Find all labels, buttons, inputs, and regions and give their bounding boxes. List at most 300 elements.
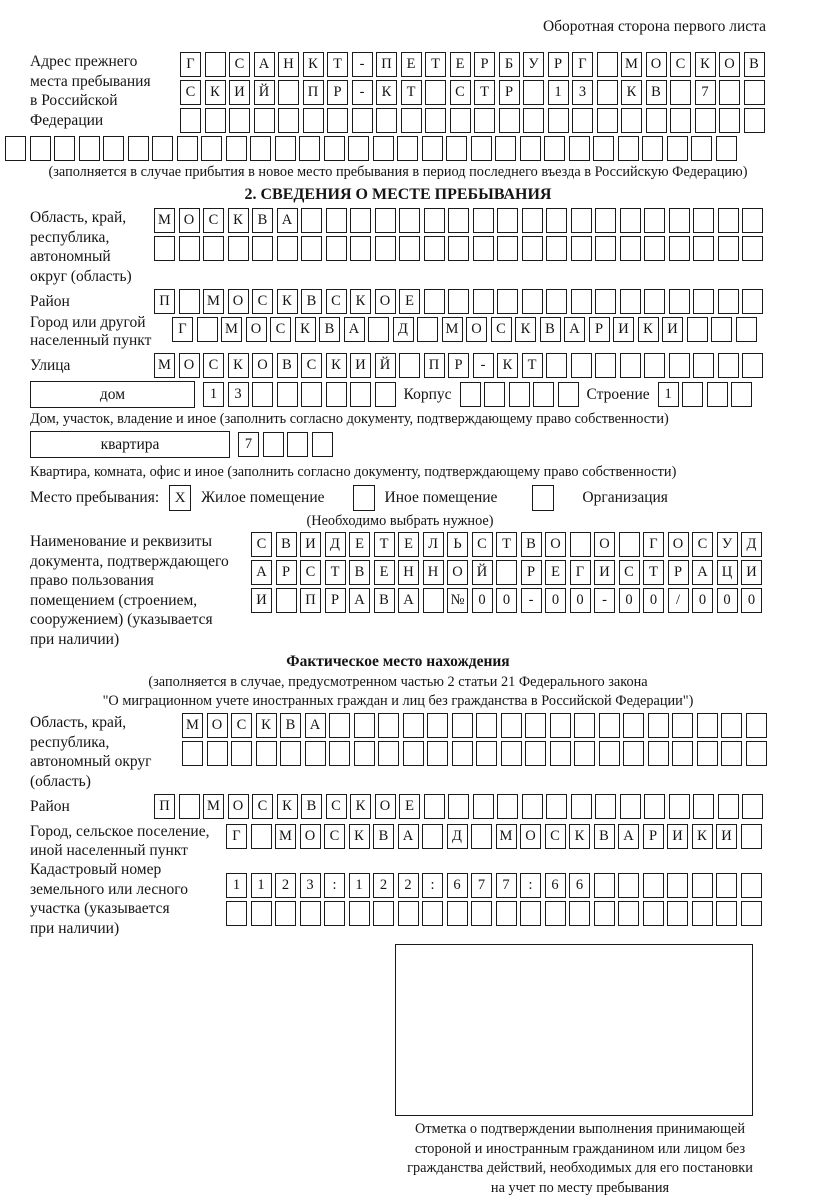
char-cell[interactable] bbox=[569, 136, 590, 161]
char-cell[interactable] bbox=[417, 317, 438, 342]
char-cell[interactable]: 0 bbox=[496, 588, 517, 613]
char-cell[interactable]: П bbox=[300, 588, 321, 613]
char-cell[interactable] bbox=[231, 741, 252, 766]
char-cell[interactable] bbox=[742, 353, 763, 378]
char-cell[interactable] bbox=[746, 713, 767, 738]
char-cell[interactable] bbox=[620, 289, 641, 314]
char-cell[interactable] bbox=[742, 208, 763, 233]
char-cell[interactable]: А bbox=[277, 208, 298, 233]
char-cell[interactable] bbox=[350, 236, 371, 261]
char-cell[interactable] bbox=[571, 794, 592, 819]
char-cell[interactable]: О bbox=[207, 713, 228, 738]
char-cell[interactable] bbox=[324, 136, 345, 161]
char-cell[interactable] bbox=[448, 289, 469, 314]
char-cell[interactable] bbox=[718, 236, 739, 261]
char-cell[interactable] bbox=[620, 236, 641, 261]
char-cell[interactable]: И bbox=[667, 824, 688, 849]
char-cell[interactable] bbox=[427, 713, 448, 738]
char-cell[interactable] bbox=[275, 901, 296, 926]
char-cell[interactable]: О bbox=[466, 317, 487, 342]
char-cell[interactable]: В bbox=[594, 824, 615, 849]
char-cell[interactable]: - bbox=[352, 52, 373, 77]
char-cell[interactable] bbox=[301, 382, 322, 407]
char-cell[interactable] bbox=[251, 824, 272, 849]
char-cell[interactable] bbox=[203, 236, 224, 261]
char-cell[interactable] bbox=[623, 713, 644, 738]
char-cell[interactable]: 0 bbox=[741, 588, 762, 613]
char-cell[interactable]: И bbox=[662, 317, 683, 342]
char-cell[interactable]: Л bbox=[423, 532, 444, 557]
char-cell[interactable] bbox=[301, 208, 322, 233]
char-cell[interactable] bbox=[277, 236, 298, 261]
char-cell[interactable]: К bbox=[569, 824, 590, 849]
char-cell[interactable]: О bbox=[246, 317, 267, 342]
char-cell[interactable] bbox=[326, 236, 347, 261]
char-cell[interactable] bbox=[669, 794, 690, 819]
char-cell[interactable] bbox=[623, 741, 644, 766]
char-cell[interactable]: 0 bbox=[545, 588, 566, 613]
char-cell[interactable]: В bbox=[301, 794, 322, 819]
char-cell[interactable] bbox=[697, 713, 718, 738]
char-cell[interactable] bbox=[669, 208, 690, 233]
char-cell[interactable]: 3 bbox=[228, 382, 249, 407]
char-cell[interactable]: - bbox=[352, 80, 373, 105]
char-cell[interactable]: 0 bbox=[692, 588, 713, 613]
char-cell[interactable] bbox=[354, 741, 375, 766]
char-cell[interactable]: О bbox=[520, 824, 541, 849]
char-cell[interactable] bbox=[544, 136, 565, 161]
char-cell[interactable] bbox=[682, 382, 703, 407]
char-cell[interactable] bbox=[496, 560, 517, 585]
char-cell[interactable] bbox=[744, 108, 765, 133]
char-cell[interactable] bbox=[375, 236, 396, 261]
char-cell[interactable] bbox=[375, 208, 396, 233]
char-cell[interactable] bbox=[669, 236, 690, 261]
char-cell[interactable]: У bbox=[717, 532, 738, 557]
char-cell[interactable] bbox=[620, 353, 641, 378]
char-cell[interactable]: С bbox=[252, 794, 273, 819]
char-cell[interactable]: Е bbox=[399, 289, 420, 314]
char-cell[interactable] bbox=[707, 382, 728, 407]
char-cell[interactable] bbox=[646, 108, 667, 133]
char-cell[interactable]: О bbox=[179, 208, 200, 233]
char-cell[interactable] bbox=[424, 794, 445, 819]
char-cell[interactable]: К bbox=[295, 317, 316, 342]
char-cell[interactable] bbox=[599, 741, 620, 766]
char-cell[interactable] bbox=[278, 108, 299, 133]
char-cell[interactable] bbox=[179, 794, 200, 819]
char-cell[interactable]: П bbox=[154, 794, 175, 819]
char-cell[interactable]: О bbox=[375, 289, 396, 314]
char-cell[interactable]: О bbox=[252, 353, 273, 378]
char-cell[interactable]: Т bbox=[374, 532, 395, 557]
char-cell[interactable] bbox=[571, 289, 592, 314]
char-cell[interactable] bbox=[103, 136, 124, 161]
char-cell[interactable]: : bbox=[324, 873, 345, 898]
char-cell[interactable]: Й bbox=[472, 560, 493, 585]
char-cell[interactable] bbox=[205, 52, 226, 77]
char-cell[interactable]: Р bbox=[668, 560, 689, 585]
char-cell[interactable] bbox=[446, 136, 467, 161]
char-cell[interactable]: Т bbox=[425, 52, 446, 77]
char-cell[interactable] bbox=[180, 108, 201, 133]
char-cell[interactable]: Н bbox=[278, 52, 299, 77]
char-cell[interactable] bbox=[252, 236, 273, 261]
char-cell[interactable] bbox=[736, 317, 757, 342]
char-cell[interactable] bbox=[520, 901, 541, 926]
char-cell[interactable]: С bbox=[300, 560, 321, 585]
char-cell[interactable]: : bbox=[520, 873, 541, 898]
char-cell[interactable]: А bbox=[398, 824, 419, 849]
char-cell[interactable]: А bbox=[344, 317, 365, 342]
char-cell[interactable]: К bbox=[376, 80, 397, 105]
char-cell[interactable] bbox=[695, 108, 716, 133]
char-cell[interactable]: С bbox=[619, 560, 640, 585]
char-cell[interactable] bbox=[741, 873, 762, 898]
char-cell[interactable] bbox=[721, 713, 742, 738]
char-cell[interactable] bbox=[452, 713, 473, 738]
char-cell[interactable]: № bbox=[447, 588, 468, 613]
char-cell[interactable] bbox=[448, 236, 469, 261]
char-cell[interactable] bbox=[546, 353, 567, 378]
char-cell[interactable] bbox=[303, 108, 324, 133]
char-cell[interactable] bbox=[422, 136, 443, 161]
char-cell[interactable] bbox=[558, 382, 579, 407]
char-cell[interactable]: Р bbox=[499, 80, 520, 105]
char-cell[interactable]: К bbox=[205, 80, 226, 105]
char-cell[interactable] bbox=[79, 136, 100, 161]
char-cell[interactable]: Е bbox=[450, 52, 471, 77]
char-cell[interactable]: К bbox=[692, 824, 713, 849]
char-cell[interactable]: О bbox=[300, 824, 321, 849]
char-cell[interactable] bbox=[533, 382, 554, 407]
char-cell[interactable]: С bbox=[545, 824, 566, 849]
char-cell[interactable]: К bbox=[497, 353, 518, 378]
char-cell[interactable] bbox=[299, 136, 320, 161]
char-cell[interactable]: К bbox=[350, 289, 371, 314]
char-cell[interactable] bbox=[450, 108, 471, 133]
char-cell[interactable] bbox=[619, 532, 640, 557]
char-cell[interactable]: 0 bbox=[643, 588, 664, 613]
char-cell[interactable] bbox=[672, 713, 693, 738]
char-cell[interactable] bbox=[523, 80, 544, 105]
char-cell[interactable] bbox=[177, 136, 198, 161]
char-cell[interactable] bbox=[618, 901, 639, 926]
char-cell[interactable]: М bbox=[154, 353, 175, 378]
char-cell[interactable] bbox=[693, 236, 714, 261]
char-cell[interactable] bbox=[595, 289, 616, 314]
char-cell[interactable]: Т bbox=[522, 353, 543, 378]
char-cell[interactable]: 3 bbox=[300, 873, 321, 898]
char-cell[interactable]: В bbox=[277, 353, 298, 378]
char-cell[interactable] bbox=[378, 713, 399, 738]
char-cell[interactable] bbox=[251, 901, 272, 926]
char-cell[interactable]: И bbox=[741, 560, 762, 585]
char-cell[interactable] bbox=[368, 317, 389, 342]
char-cell[interactable] bbox=[424, 289, 445, 314]
char-cell[interactable]: Е bbox=[401, 52, 422, 77]
char-cell[interactable] bbox=[473, 208, 494, 233]
char-cell[interactable] bbox=[545, 901, 566, 926]
char-cell[interactable] bbox=[621, 108, 642, 133]
char-cell[interactable]: Т bbox=[643, 560, 664, 585]
char-cell[interactable] bbox=[476, 713, 497, 738]
char-cell[interactable] bbox=[280, 741, 301, 766]
char-cell[interactable] bbox=[670, 108, 691, 133]
char-cell[interactable] bbox=[422, 824, 443, 849]
char-cell[interactable] bbox=[252, 382, 273, 407]
char-cell[interactable] bbox=[425, 108, 446, 133]
char-cell[interactable]: О bbox=[228, 794, 249, 819]
char-cell[interactable] bbox=[731, 382, 752, 407]
char-cell[interactable] bbox=[128, 136, 149, 161]
char-cell[interactable] bbox=[569, 901, 590, 926]
char-cell[interactable]: 1 bbox=[349, 873, 370, 898]
char-cell[interactable]: Т bbox=[327, 52, 348, 77]
char-cell[interactable] bbox=[329, 713, 350, 738]
char-cell[interactable]: С bbox=[301, 353, 322, 378]
char-cell[interactable]: Б bbox=[499, 52, 520, 77]
char-cell[interactable]: А bbox=[251, 560, 272, 585]
char-cell[interactable] bbox=[497, 794, 518, 819]
char-cell[interactable] bbox=[693, 353, 714, 378]
char-cell[interactable] bbox=[744, 80, 765, 105]
char-cell[interactable]: Й bbox=[375, 353, 396, 378]
char-cell[interactable] bbox=[550, 713, 571, 738]
char-cell[interactable]: О bbox=[594, 532, 615, 557]
char-cell[interactable] bbox=[275, 136, 296, 161]
char-cell[interactable]: Ц bbox=[717, 560, 738, 585]
char-cell[interactable]: В bbox=[252, 208, 273, 233]
char-cell[interactable]: М bbox=[203, 289, 224, 314]
char-cell[interactable]: Г bbox=[172, 317, 193, 342]
char-cell[interactable]: К bbox=[515, 317, 536, 342]
char-cell[interactable]: О bbox=[375, 794, 396, 819]
char-cell[interactable]: О bbox=[646, 52, 667, 77]
char-cell[interactable]: С bbox=[180, 80, 201, 105]
char-cell[interactable] bbox=[499, 108, 520, 133]
char-cell[interactable]: Ь bbox=[447, 532, 468, 557]
char-cell[interactable] bbox=[226, 901, 247, 926]
char-cell[interactable]: Т bbox=[325, 560, 346, 585]
char-cell[interactable] bbox=[399, 236, 420, 261]
char-cell[interactable]: 7 bbox=[238, 432, 259, 457]
char-cell[interactable] bbox=[401, 108, 422, 133]
char-cell[interactable] bbox=[718, 208, 739, 233]
char-cell[interactable] bbox=[254, 108, 275, 133]
char-cell[interactable]: У bbox=[523, 52, 544, 77]
char-cell[interactable] bbox=[741, 824, 762, 849]
char-cell[interactable] bbox=[471, 901, 492, 926]
char-cell[interactable] bbox=[378, 741, 399, 766]
char-cell[interactable]: 1 bbox=[251, 873, 272, 898]
char-cell[interactable] bbox=[403, 741, 424, 766]
char-cell[interactable]: К bbox=[303, 52, 324, 77]
char-cell[interactable]: 3 bbox=[572, 80, 593, 105]
char-cell[interactable] bbox=[574, 741, 595, 766]
char-cell[interactable] bbox=[473, 289, 494, 314]
char-cell[interactable] bbox=[571, 208, 592, 233]
char-cell[interactable]: А bbox=[305, 713, 326, 738]
char-cell[interactable]: Т bbox=[496, 532, 517, 557]
char-cell[interactable] bbox=[495, 136, 516, 161]
char-cell[interactable]: 0 bbox=[472, 588, 493, 613]
char-cell[interactable]: Г bbox=[570, 560, 591, 585]
char-cell[interactable]: - bbox=[521, 588, 542, 613]
char-cell[interactable] bbox=[152, 136, 173, 161]
char-cell[interactable] bbox=[597, 108, 618, 133]
char-cell[interactable]: - bbox=[594, 588, 615, 613]
char-cell[interactable]: В bbox=[276, 532, 297, 557]
char-cell[interactable] bbox=[278, 80, 299, 105]
char-cell[interactable] bbox=[425, 80, 446, 105]
char-cell[interactable]: И bbox=[613, 317, 634, 342]
char-cell[interactable] bbox=[670, 80, 691, 105]
char-cell[interactable] bbox=[305, 741, 326, 766]
char-cell[interactable] bbox=[277, 382, 298, 407]
char-cell[interactable] bbox=[460, 382, 481, 407]
char-cell[interactable]: С bbox=[270, 317, 291, 342]
char-cell[interactable]: В bbox=[646, 80, 667, 105]
char-cell[interactable] bbox=[448, 208, 469, 233]
char-cell[interactable]: Р bbox=[521, 560, 542, 585]
char-cell[interactable]: Р bbox=[643, 824, 664, 849]
char-cell[interactable] bbox=[5, 136, 26, 161]
char-cell[interactable] bbox=[525, 741, 546, 766]
char-cell[interactable]: Г bbox=[226, 824, 247, 849]
char-cell[interactable]: Г bbox=[572, 52, 593, 77]
char-cell[interactable]: М bbox=[221, 317, 242, 342]
char-cell[interactable] bbox=[501, 741, 522, 766]
char-cell[interactable]: Н bbox=[423, 560, 444, 585]
char-cell[interactable] bbox=[594, 901, 615, 926]
char-cell[interactable] bbox=[697, 741, 718, 766]
char-cell[interactable]: С bbox=[670, 52, 691, 77]
char-cell[interactable] bbox=[597, 80, 618, 105]
char-cell[interactable] bbox=[326, 382, 347, 407]
char-cell[interactable] bbox=[597, 52, 618, 77]
char-cell[interactable]: С bbox=[450, 80, 471, 105]
char-cell[interactable]: В bbox=[349, 560, 370, 585]
char-cell[interactable]: Д bbox=[393, 317, 414, 342]
char-cell[interactable]: 2 bbox=[398, 873, 419, 898]
char-cell[interactable]: С bbox=[229, 52, 250, 77]
char-cell[interactable] bbox=[398, 901, 419, 926]
char-cell[interactable] bbox=[644, 794, 665, 819]
char-cell[interactable] bbox=[422, 901, 443, 926]
char-cell[interactable] bbox=[548, 108, 569, 133]
char-cell[interactable]: К bbox=[228, 208, 249, 233]
char-cell[interactable] bbox=[546, 236, 567, 261]
checkbox-organization[interactable] bbox=[532, 485, 554, 511]
char-cell[interactable] bbox=[746, 741, 767, 766]
char-cell[interactable] bbox=[423, 588, 444, 613]
char-cell[interactable]: 6 bbox=[545, 873, 566, 898]
char-cell[interactable]: А bbox=[349, 588, 370, 613]
char-cell[interactable] bbox=[522, 794, 543, 819]
char-cell[interactable] bbox=[376, 108, 397, 133]
char-cell[interactable]: А bbox=[692, 560, 713, 585]
char-cell[interactable] bbox=[741, 901, 762, 926]
char-cell[interactable]: Р bbox=[327, 80, 348, 105]
char-cell[interactable]: К bbox=[326, 353, 347, 378]
char-cell[interactable]: Д bbox=[447, 824, 468, 849]
char-cell[interactable] bbox=[644, 236, 665, 261]
char-cell[interactable] bbox=[375, 382, 396, 407]
char-cell[interactable]: П bbox=[424, 353, 445, 378]
char-cell[interactable] bbox=[595, 794, 616, 819]
char-cell[interactable] bbox=[327, 108, 348, 133]
char-cell[interactable] bbox=[484, 382, 505, 407]
char-cell[interactable] bbox=[721, 741, 742, 766]
char-cell[interactable] bbox=[667, 901, 688, 926]
char-cell[interactable]: С bbox=[251, 532, 272, 557]
char-cell[interactable]: Т bbox=[401, 80, 422, 105]
char-cell[interactable] bbox=[742, 236, 763, 261]
char-cell[interactable]: : bbox=[422, 873, 443, 898]
char-cell[interactable]: И bbox=[300, 532, 321, 557]
char-cell[interactable]: Д bbox=[741, 532, 762, 557]
char-cell[interactable]: М bbox=[203, 794, 224, 819]
char-cell[interactable] bbox=[452, 741, 473, 766]
char-cell[interactable]: О bbox=[545, 532, 566, 557]
char-cell[interactable] bbox=[667, 873, 688, 898]
char-cell[interactable]: 0 bbox=[717, 588, 738, 613]
char-cell[interactable] bbox=[228, 236, 249, 261]
char-cell[interactable] bbox=[179, 236, 200, 261]
char-cell[interactable] bbox=[520, 136, 541, 161]
char-cell[interactable]: - bbox=[473, 353, 494, 378]
char-cell[interactable] bbox=[30, 136, 51, 161]
char-cell[interactable] bbox=[326, 208, 347, 233]
char-cell[interactable] bbox=[397, 136, 418, 161]
char-cell[interactable] bbox=[348, 136, 369, 161]
char-cell[interactable]: 6 bbox=[569, 873, 590, 898]
char-cell[interactable] bbox=[572, 108, 593, 133]
char-cell[interactable]: К bbox=[349, 824, 370, 849]
char-cell[interactable]: Е bbox=[349, 532, 370, 557]
char-cell[interactable] bbox=[522, 236, 543, 261]
char-cell[interactable]: Р bbox=[474, 52, 495, 77]
char-cell[interactable]: Д bbox=[325, 532, 346, 557]
char-cell[interactable] bbox=[471, 824, 492, 849]
char-cell[interactable]: И bbox=[716, 824, 737, 849]
char-cell[interactable] bbox=[399, 208, 420, 233]
char-cell[interactable] bbox=[595, 208, 616, 233]
char-cell[interactable]: М bbox=[275, 824, 296, 849]
char-cell[interactable]: 0 bbox=[570, 588, 591, 613]
char-cell[interactable] bbox=[620, 208, 641, 233]
char-cell[interactable] bbox=[497, 208, 518, 233]
char-cell[interactable] bbox=[643, 873, 664, 898]
char-cell[interactable]: М bbox=[496, 824, 517, 849]
char-cell[interactable] bbox=[350, 208, 371, 233]
char-cell[interactable] bbox=[691, 136, 712, 161]
char-cell[interactable]: К bbox=[228, 353, 249, 378]
char-cell[interactable]: С bbox=[203, 208, 224, 233]
char-cell[interactable]: 1 bbox=[226, 873, 247, 898]
char-cell[interactable] bbox=[648, 741, 669, 766]
char-cell[interactable]: М bbox=[442, 317, 463, 342]
char-cell[interactable] bbox=[716, 901, 737, 926]
char-cell[interactable] bbox=[301, 236, 322, 261]
char-cell[interactable]: В bbox=[319, 317, 340, 342]
char-cell[interactable] bbox=[718, 289, 739, 314]
char-cell[interactable] bbox=[497, 236, 518, 261]
char-cell[interactable] bbox=[497, 289, 518, 314]
char-cell[interactable] bbox=[642, 136, 663, 161]
char-cell[interactable]: 7 bbox=[695, 80, 716, 105]
